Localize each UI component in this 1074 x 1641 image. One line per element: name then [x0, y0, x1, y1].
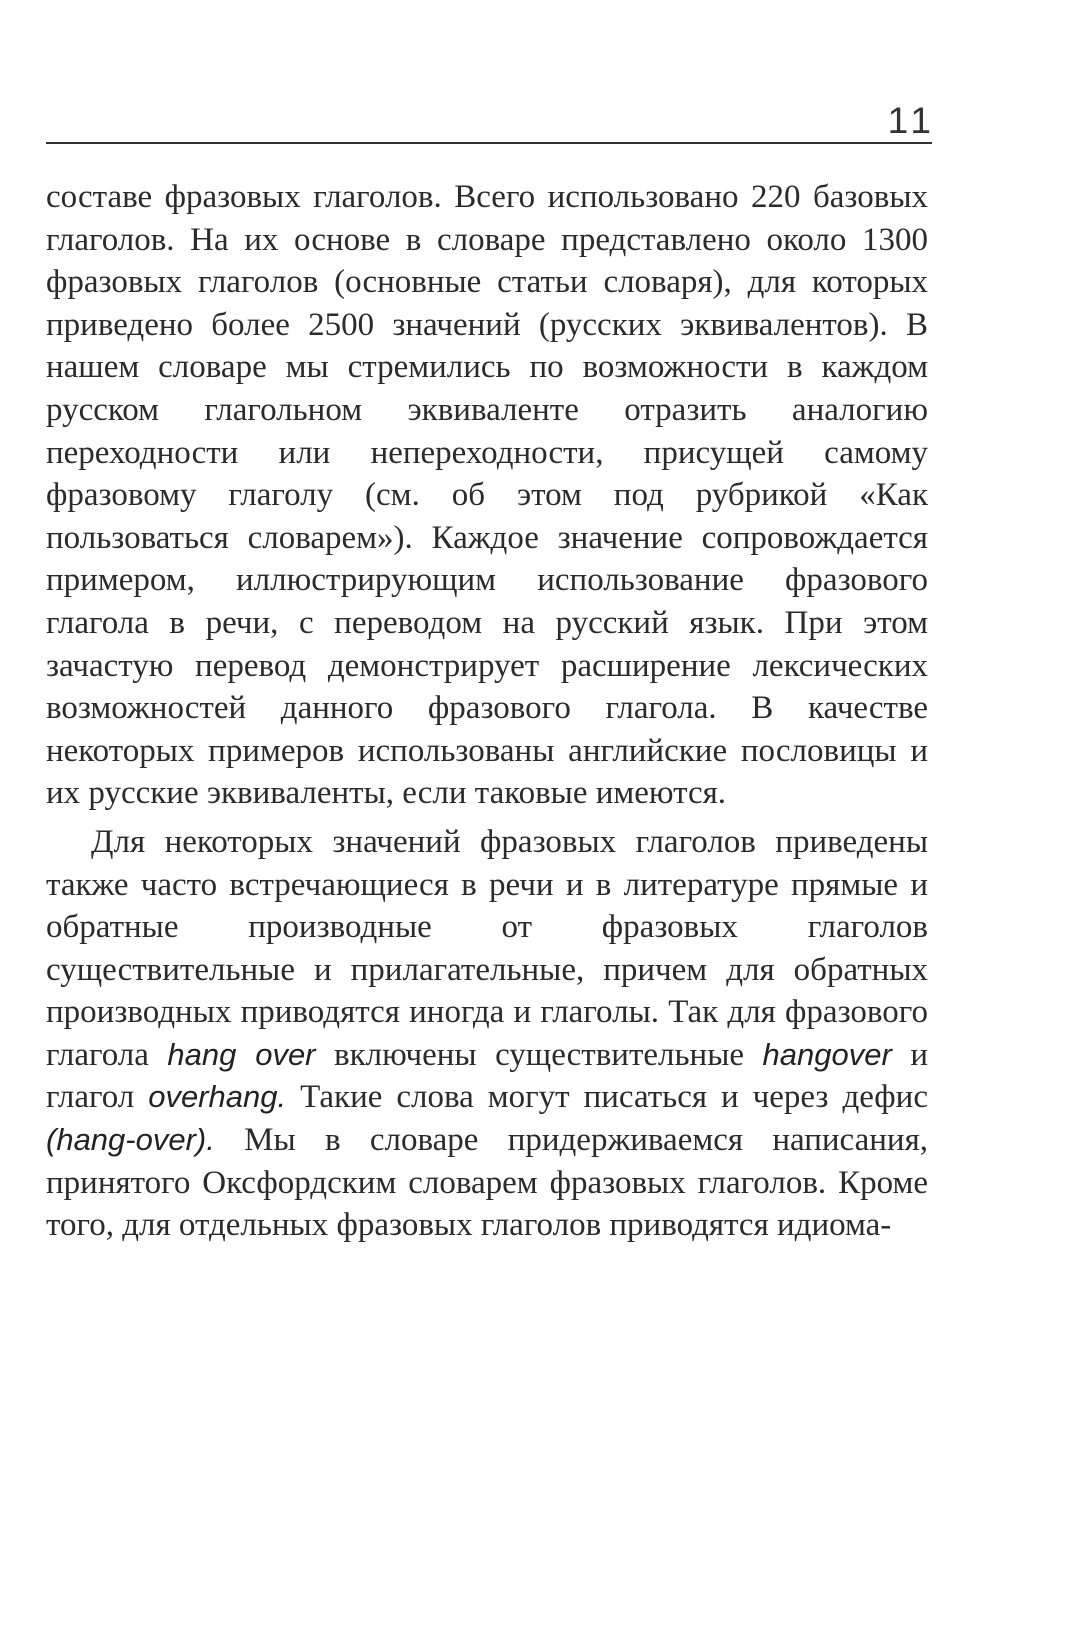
header-rule — [46, 142, 932, 144]
paragraph-2-text: Такие слова могут писаться и через дефис — [286, 1079, 928, 1116]
english-term: overhang. — [148, 1079, 287, 1115]
english-term: hang over — [167, 1036, 316, 1072]
english-term: (hang-over). — [46, 1122, 215, 1158]
paragraph-2-text: и глагол — [46, 1036, 928, 1116]
paragraph-1: составе фразовых глаголов. Всего использовано 220 базовых глаголов. На их основе в словаре представлено около 1300 фразовых глаголов (основные статьи словаря), для которых приведено более 2500 значений (русских эквивалентов). В нашем словаре мы стремились по возможности в каждом русском глагольном эквиваленте отразить аналогию переходности или непереходности, присущей самому фразовому глаголу (см. об этом под рубрикой «Как пользоваться словарем»). Каждое значение сопровождается примером, иллюстрирующим использование фразового глагола в речи, с переводом на русский язык. При этом зачастую перевод демонстрирует расширение лексических возможностей данного фразового глагола. В качестве некоторых примеров использованы английские пословицы и их русские эквиваленты, если таковые имеются. — [46, 179, 928, 812]
paragraph-2-text: Для некоторых значений фразовых глаголов приведены также часто встречающиеся в речи и в литературе прямые и обратные производные от фразовых глаголов существительные и прилагательные, причем для обратных производных приводятся иногда и глаголы. Так для фразового глагола — [46, 823, 928, 1073]
body-text — [46, 176, 928, 1247]
english-term: hangover — [762, 1036, 892, 1072]
paragraph-2-text: включены существительные — [315, 1036, 763, 1073]
paragraph-2 — [46, 821, 928, 1247]
paragraph-2-text: Мы в словаре придерживаемся написания, принятого Оксфордским словарем фразовых глаголов. Кроме того, для отдельных фразовых глаголов приводятся идиома- — [46, 1122, 928, 1244]
page-number: 11 — [887, 100, 936, 141]
